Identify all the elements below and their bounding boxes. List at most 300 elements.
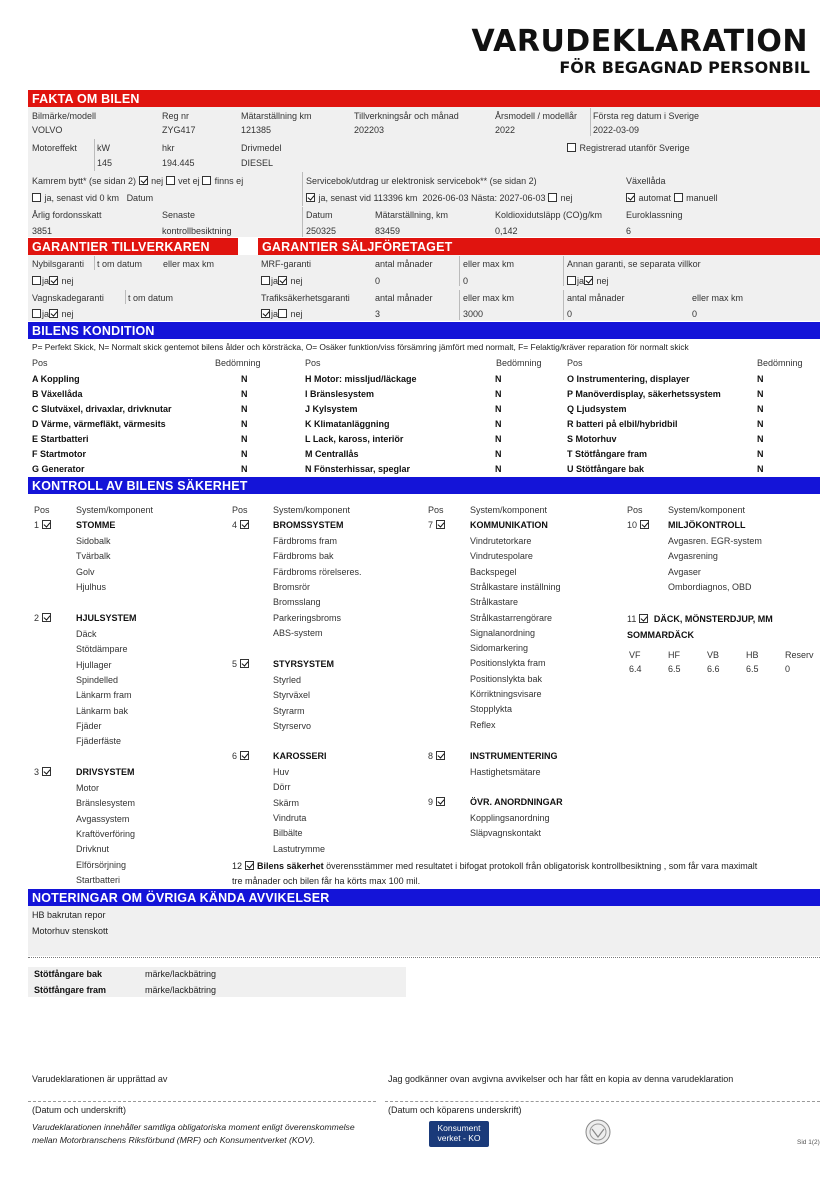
safety-component: Positionslykta fram: [470, 658, 546, 669]
condition-rating: N: [757, 419, 764, 429]
label-nybilsgaranti: Nybilsgaranti: [32, 259, 85, 269]
condition-rating: N: [495, 389, 502, 399]
section-header-garanti-saljforetaget: GARANTIER SÄLJFÖRETAGET: [258, 238, 820, 255]
condition-rating: N: [495, 404, 502, 414]
checkbox-automat[interactable]: [626, 193, 635, 202]
safety-component: Startbatteri: [76, 874, 121, 885]
checkbox-safety-group[interactable]: [436, 520, 445, 529]
checkbox-vagnskada-ja[interactable]: [32, 309, 41, 318]
checkbox-mrf-ja[interactable]: [261, 276, 270, 285]
safety-component: Positionslykta bak: [470, 673, 543, 684]
trafik-options: [261, 309, 303, 319]
value-forsta-reg: 2022-03-09: [593, 125, 640, 135]
section-header-kondition: BILENS KONDITION: [28, 322, 820, 339]
kondition-legend: P= Perfekt Skick, N= Normalt skick gentemot bilens ålder och körsträcka, O= Osäker funktion/viss försämring jämfört med normalt, F= Felaktig/kräver reparation för normalt skick: [32, 342, 689, 352]
label-besikt-matar: Mätarställning, km: [375, 210, 449, 220]
safety-group-title: KAROSSERI: [273, 751, 327, 761]
safety-component: Körriktningsvisare: [470, 689, 542, 699]
condition-rating: N: [495, 449, 502, 459]
label-annan-garanti: Annan garanti, se separata villkor: [567, 259, 701, 269]
safety-component: Parkeringsbroms: [273, 612, 342, 623]
label-kamrem-datum: Datum: [126, 193, 154, 203]
label-nej: nej: [151, 176, 164, 186]
safety-component: Styrarm: [273, 705, 305, 716]
safety-component: Släpvagnskontakt: [470, 828, 542, 839]
label-max-km: eller max km: [463, 259, 515, 269]
safety-group-num: 6: [232, 751, 238, 761]
tyre-position-label: HF: [668, 650, 680, 660]
label-ja: ja: [577, 276, 585, 286]
label-finns-ej: finns ej: [214, 176, 244, 186]
safety-group-title: BROMSSYSTEM: [273, 520, 344, 530]
deviation-desc: märke/lackbätring: [145, 985, 217, 995]
label-ja: ja: [271, 276, 279, 286]
safety-component: Hjulhus: [76, 581, 107, 592]
kamrem-ja-row: [32, 193, 153, 203]
condition-rating: N: [495, 434, 502, 444]
safety-component: Motor: [76, 783, 100, 793]
safety-group-num: 7: [428, 520, 434, 530]
page-title: VARUDEKLARATION: [471, 24, 808, 59]
condition-rating: N: [757, 449, 764, 459]
safety-group-num: 5: [232, 659, 238, 669]
safety-component: Spindelled: [76, 674, 119, 685]
condition-rating: N: [241, 389, 248, 399]
deviation-part: Stötfångare fram: [34, 985, 107, 995]
label-kontrollbesiktning: kontrollbesiktning: [162, 226, 232, 236]
label-bedomning: Bedömning: [215, 358, 261, 368]
checkbox-manuell[interactable]: [674, 193, 683, 202]
safety-component: Färdbroms bak: [273, 551, 334, 562]
label-nej: nej: [290, 276, 303, 286]
condition-item: D Värme, värmefläkt, värmesits: [32, 419, 166, 429]
label-pos: Pos: [428, 505, 444, 515]
label-pos: Pos: [32, 358, 48, 368]
safety-component: Huv: [273, 767, 290, 777]
condition-item: H Motor: missljud/läckage: [305, 374, 417, 384]
safety-group-title: ÖVR. ANORDNINGAR: [470, 797, 563, 807]
safety-group-header: [232, 520, 250, 530]
label-servicebok: Servicebok/utdrag ur elektronisk servicebok** (se sidan 2): [306, 176, 537, 186]
safety-component: Bromsslang: [273, 597, 321, 608]
safety-component: Fjäder: [76, 720, 102, 731]
label-co2: Koldioxidutsläpp (CO)g/km: [495, 210, 603, 220]
condition-item: R batteri på elbil/hybridbil: [567, 419, 678, 429]
value-trafik-km: 3000: [463, 309, 484, 319]
label-ja: ja: [271, 309, 279, 319]
safety-group-title: MILJÖKONTROLL: [668, 520, 746, 530]
upprattad-label: Varudeklarationen är upprättad av: [32, 1074, 168, 1084]
condition-rating: N: [757, 464, 764, 474]
safety-component: Dörr: [273, 782, 291, 793]
condition-rating: N: [495, 419, 502, 429]
reg-utanfor-label: Registrerad utanför Sverige: [579, 143, 690, 153]
safety-group-header: [428, 751, 446, 761]
tyre-depth-value: 6.5: [746, 664, 759, 674]
condition-rating: N: [495, 374, 502, 384]
label-bedomning: Bedömning: [757, 358, 803, 368]
condition-rating: N: [757, 374, 764, 384]
value-arsmodell: 2022: [495, 125, 516, 135]
value-hkr: 194.445: [162, 158, 195, 168]
safety-group-num: 1: [34, 520, 40, 530]
condition-item: T Stötfångare fram: [567, 449, 648, 459]
label-drivmedel: Drivmedel: [241, 143, 282, 153]
value-servicebok-datum: 2026-06-03 Nästa: 2027-06-03: [422, 193, 546, 203]
checkbox-safety-group[interactable]: [42, 520, 51, 529]
legal-text-1: Varudeklarationen innehåller samtliga obligatoriska moment enligt överenskommelse: [32, 1122, 355, 1132]
condition-item: S Motorhuv: [567, 434, 617, 444]
checkbox-safety-group[interactable]: [42, 767, 51, 776]
label-nej: nej: [560, 193, 573, 203]
checkbox-nybil-nej[interactable]: [49, 276, 58, 285]
condition-item: P Manöverdisplay, säkerhetssystem: [567, 389, 721, 399]
tyre-depth-value: 0: [785, 664, 791, 674]
safety-text-2: tre månader och bilen får ha körts max 100 mil.: [232, 876, 421, 886]
label-max-km: eller max km: [692, 293, 744, 303]
safety-component: Färdbroms rörelseres.: [273, 566, 362, 577]
condition-item: Q Ljudsystem: [567, 404, 627, 414]
safety-component: Avgassystem: [76, 813, 130, 824]
page-number: Sid 1(2): [797, 1139, 820, 1146]
checkbox-trafik-ja[interactable]: [261, 309, 270, 318]
label-manuell: manuell: [686, 193, 718, 203]
label-nej: nej: [290, 309, 303, 319]
checkbox-safety-group[interactable]: [640, 520, 649, 529]
label-ja: ja: [42, 309, 50, 319]
safety-component: Färdbroms fram: [273, 536, 338, 546]
safety-group-title: INSTRUMENTERING: [470, 751, 558, 761]
safety-component: ABS-system: [273, 627, 323, 638]
checkbox-safety-group[interactable]: [436, 751, 445, 760]
condition-rating: N: [757, 404, 764, 414]
value-tillv: 202203: [354, 125, 385, 135]
condition-item: L Lack, kaross, interiör: [305, 434, 404, 444]
value-mrf-km: 0: [463, 276, 469, 286]
logo-text-1: Konsument: [437, 1123, 481, 1133]
label-besikt-datum: Datum: [306, 210, 333, 220]
checkbox-safety-group[interactable]: [240, 659, 249, 668]
safety-group-title: DRIVSYSTEM: [76, 767, 135, 777]
safety-component: Strålkastarrengörare: [470, 612, 553, 623]
checkbox-safety[interactable]: [245, 861, 254, 870]
condition-rating: N: [495, 464, 502, 474]
safety-group-num: 2: [34, 613, 40, 623]
label-system: System/komponent: [273, 505, 351, 515]
section-header-noteringar: NOTERINGAR OM ÖVRIGA KÄNDA AVVIKELSER: [28, 889, 820, 906]
tyre-position-label: VB: [707, 650, 720, 660]
condition-item: N Fönsterhissar, speglar: [305, 464, 411, 474]
safety-group-header: [34, 767, 52, 777]
safety-bold: Bilens säkerhet: [257, 861, 324, 871]
label-ja: ja: [42, 276, 50, 286]
label-automat: automat: [638, 193, 672, 203]
safety-group-header: [232, 659, 250, 669]
mrf-options: [261, 276, 303, 286]
tyres-num: 11: [627, 614, 637, 624]
condition-item: F Startmotor: [32, 449, 86, 459]
condition-rating: N: [241, 374, 248, 384]
checkbox-kamrem-vet-ej[interactable]: [166, 176, 175, 185]
safety-component: Strålkastare: [470, 597, 519, 608]
safety-group-title: HJULSYSTEM: [76, 613, 137, 623]
label-vagnskadegaranti: Vagnskadegaranti: [32, 293, 104, 303]
condition-rating: N: [241, 419, 248, 429]
safety-group-header: [428, 797, 446, 807]
signature-label-buyer: (Datum och köparens underskrift): [388, 1105, 522, 1115]
safety-component: Sidomarkering: [470, 643, 529, 654]
label-bilmarke: Bilmärke/modell: [32, 111, 97, 121]
label-pos: Pos: [627, 505, 643, 515]
label-bedomning: Bedömning: [496, 358, 542, 368]
checkbox-tyres[interactable]: [639, 614, 648, 623]
safety-component: Vindruta: [273, 812, 307, 823]
konsumentverket-logo: [429, 1121, 489, 1147]
servicebok-row: [306, 193, 573, 203]
safety-component: Vindrutetorkare: [470, 536, 532, 546]
condition-item: K Klimatanläggning: [305, 419, 390, 429]
label-max-km: eller max km: [163, 259, 215, 269]
safety-component: Stötdämpare: [76, 644, 128, 655]
checkbox-safety-group[interactable]: [240, 520, 249, 529]
value-matar: 121385: [241, 125, 272, 135]
checkbox-servicebok-nej[interactable]: [548, 193, 557, 202]
label-nej: nej: [61, 276, 74, 286]
value-euro: 6: [626, 226, 632, 236]
kamrem-row: [32, 176, 243, 186]
safety-group-num: 9: [428, 797, 434, 807]
safety-component: Styrled: [273, 675, 302, 685]
safety-group-title: STYRSYSTEM: [273, 659, 335, 669]
label-vaxellada: Växellåda: [626, 176, 666, 186]
label-euro: Euroklassning: [626, 210, 683, 220]
safety-group-header: [428, 520, 446, 530]
checkbox-annan-nej[interactable]: [584, 276, 593, 285]
checkbox-vagnskada-nej[interactable]: [49, 309, 58, 318]
vaxellada-row: [626, 193, 718, 203]
label-tillv: Tillverkningsår och månad: [354, 111, 459, 121]
label-antal-manader: antal månader: [375, 293, 433, 303]
tyres-header: [627, 614, 773, 624]
label-servicebok-ja: ja, senast vid 113396 km: [318, 193, 418, 203]
label-pos: Pos: [305, 358, 321, 368]
value-mrf-manader: 0: [375, 276, 381, 286]
safety-component: Backspegel: [470, 566, 517, 577]
safety-component: Styrväxel: [273, 690, 311, 701]
checkbox[interactable]: [567, 143, 576, 152]
tyre-position-label: HB: [746, 650, 759, 660]
safety-group-num: 3: [34, 767, 40, 777]
condition-item: I Bränslesystem: [305, 389, 375, 399]
label-system: System/komponent: [668, 505, 746, 515]
value-fordonsskatt: 3851: [32, 226, 53, 236]
condition-item: U Stötfångare bak: [567, 464, 645, 474]
value-annan-km: 0: [692, 309, 698, 319]
safety-component: Avgasrening: [668, 551, 718, 562]
value-co2: 0,142: [495, 226, 518, 236]
checkbox-safety-group[interactable]: [436, 797, 445, 806]
deviation-desc: märke/lackbätring: [145, 969, 217, 979]
safety-component: Fjäderfäste: [76, 736, 122, 747]
label-tom-datum: t om datum: [97, 259, 143, 269]
section-header-garanti-tillverkaren: GARANTIER TILLVERKAREN: [28, 238, 238, 255]
label-antal-manader: antal månader: [567, 293, 625, 303]
condition-item: G Generator: [32, 464, 85, 474]
label-tom-datum-2: t om datum: [128, 293, 174, 303]
safety-component: Signalanordning: [470, 627, 536, 638]
safety-component: Skärm: [273, 797, 300, 808]
label-pos: Pos: [232, 505, 248, 515]
logo-text-2: verket - KO: [437, 1133, 481, 1143]
value-annan-manader: 0: [567, 309, 573, 319]
value-drivmedel: DIESEL: [241, 158, 274, 168]
safety-component: Strålkastare inställning: [470, 581, 561, 592]
safety-component: Kopplingsanordning: [470, 813, 550, 823]
label-forsta-reg: Första reg datum i Sverige: [593, 111, 700, 121]
safety-component: Avgaser: [668, 566, 701, 577]
label-trafiksakerhetsgaranti: Trafiksäkerhetsgaranti: [261, 293, 350, 303]
tyre-position-label: Reserv: [785, 650, 814, 660]
safety-component: Styrservo: [273, 720, 312, 731]
safety-component: Golv: [76, 566, 95, 577]
condition-rating: N: [241, 449, 248, 459]
condition-item: B Växellåda: [32, 389, 83, 399]
label-nej: nej: [596, 276, 609, 286]
checkbox-mrf-nej[interactable]: [278, 276, 287, 285]
noteringar-panel: [28, 906, 820, 956]
label-kamrem: Kamrem bytt* (se sidan 2): [32, 176, 137, 186]
tyres-title: DÄCK, MÖNSTERDJUP, MM: [653, 614, 773, 624]
label-regnr: Reg nr: [162, 111, 190, 121]
condition-rating: N: [757, 434, 764, 444]
condition-rating: N: [241, 404, 248, 414]
signature-label-seller: (Datum och underskrift): [32, 1105, 127, 1115]
label-pos: Pos: [567, 358, 583, 368]
checkbox-servicebok-ja[interactable]: [306, 193, 315, 202]
note-line-1: HB bakrutan repor: [32, 910, 106, 920]
checkbox-trafik-nej[interactable]: [278, 309, 287, 318]
deviation-part: Stötfångare bak: [34, 969, 103, 979]
safety-group-num: 8: [428, 751, 434, 761]
checkbox-safety-group[interactable]: [240, 751, 249, 760]
tyre-depth-value: 6.5: [668, 664, 681, 674]
safety-component: Bilbälte: [273, 828, 303, 839]
safety-component: Avgasren. EGR-system: [668, 536, 762, 546]
label-senaste: Senaste: [162, 210, 196, 220]
label-kamrem-ja: ja, senast vid 0 km: [44, 193, 120, 203]
safety-component: Hastighetsmätare: [470, 767, 541, 777]
condition-item: J Kylsystem: [305, 404, 358, 414]
checkbox-kamrem-nej[interactable]: [139, 176, 148, 185]
safety-group-header: [627, 520, 650, 530]
page-subtitle: FÖR BEGAGNAD PERSONBIL: [559, 58, 810, 77]
tyre-depth-value: 6.6: [707, 664, 720, 674]
safety-component: Bränslesystem: [76, 798, 136, 809]
safety-component: Kraftöverföring: [76, 828, 136, 839]
vagnskada-options: [32, 309, 74, 319]
label-fordonsskatt: Årlig fordonsskatt: [32, 210, 102, 220]
section-header-kontroll: KONTROLL AV BILENS SÄKERHET: [28, 477, 820, 494]
safety-component: Sidobalk: [76, 536, 111, 546]
label-mrf-garanti: MRF-garanti: [261, 259, 312, 269]
safety-group-num: 4: [232, 520, 238, 530]
label-max-km: eller max km: [463, 293, 515, 303]
label-system: System/komponent: [76, 505, 154, 515]
nybil-options: [32, 276, 74, 286]
value-kw: 145: [97, 158, 113, 168]
checkbox-kamrem-ja[interactable]: [32, 193, 41, 202]
safety-component: Länkarm fram: [76, 690, 132, 701]
reg-utanfor-option[interactable]: [567, 143, 690, 153]
safety-component: Reflex: [470, 719, 496, 730]
checkbox-annan-ja[interactable]: [567, 276, 576, 285]
tyres-subtitle: SOMMARDÄCK: [627, 630, 694, 640]
condition-item: M Centrallås: [305, 449, 359, 459]
safety-component: Bromsrör: [273, 581, 311, 592]
condition-rating: N: [757, 389, 764, 399]
safety-component: Länkarm bak: [76, 705, 129, 716]
label-vet-ej: vet ej: [178, 176, 200, 186]
safety-group-num: 10: [627, 520, 638, 530]
label-kw: kW: [97, 143, 110, 153]
mrf-seal-icon: [583, 1118, 613, 1146]
safety-component: Däck: [76, 629, 97, 639]
safety-component: Drivknut: [76, 844, 110, 855]
label-nej: nej: [61, 309, 74, 319]
checkbox-safety-group[interactable]: [42, 613, 51, 622]
label-pos: Pos: [34, 505, 50, 515]
condition-item: A Koppling: [32, 374, 80, 384]
value-regnr: ZYG417: [162, 125, 196, 135]
label-system: System/komponent: [470, 505, 548, 515]
label-arsmodell: Årsmodell / modellår: [495, 111, 578, 121]
safety-group-title: KOMMUNIKATION: [470, 520, 548, 530]
checkbox-nybil-ja[interactable]: [32, 276, 41, 285]
safety-statement: [232, 861, 757, 871]
safety-text: överensstämmer med resultatet i bifogat protokoll från obligatorisk kontrollbesiktning , som får vara maximalt: [326, 861, 758, 871]
annan-options: [567, 276, 609, 286]
godkanner-label: Jag godkänner ovan avgivna avvikelser och har fått en kopia av denna varudeklaration: [388, 1074, 734, 1084]
section-header-fakta: FAKTA OM BILEN: [28, 90, 820, 107]
condition-rating: N: [241, 464, 248, 474]
condition-item: O Instrumentering, displayer: [567, 374, 690, 384]
condition-item: E Startbatteri: [32, 434, 89, 444]
value-besikt-matar: 83459: [375, 226, 401, 236]
tyre-position-label: VF: [629, 650, 641, 660]
safety-component: Elförsörjning: [76, 859, 127, 870]
condition-item: C Slutväxel, drivaxlar, drivknutar: [32, 404, 172, 414]
safety-group-header: [34, 520, 52, 530]
condition-rating: N: [241, 434, 248, 444]
value-trafik-manader: 3: [375, 309, 381, 319]
safety-component: Vindrutespolare: [470, 551, 533, 562]
value-besikt-datum: 250325: [306, 226, 337, 236]
value-bilmarke: VOLVO: [32, 125, 63, 135]
safety-component: Lastutrymme: [273, 843, 326, 854]
safety-component: Ombordiagnos, OBD: [668, 581, 752, 592]
safety-group-header: [34, 613, 52, 623]
checkbox-kamrem-finns-ej[interactable]: [202, 176, 211, 185]
label-hkr: hkr: [162, 143, 175, 153]
safety-group-title: STOMME: [76, 520, 116, 530]
safety-component: Stopplykta: [470, 704, 513, 715]
safety-component: Tvärbalk: [76, 551, 111, 562]
note-line-2: Motorhuv stenskott: [32, 926, 109, 936]
safety-component: Hjullager: [76, 659, 112, 670]
label-matar: Mätarställning km: [241, 111, 312, 121]
label-antal-manader: antal månader: [375, 259, 433, 269]
legal-text-2: mellan Motorbranschens Riksförbund (MRF) och Konsumentverket (KOV).: [32, 1135, 316, 1145]
